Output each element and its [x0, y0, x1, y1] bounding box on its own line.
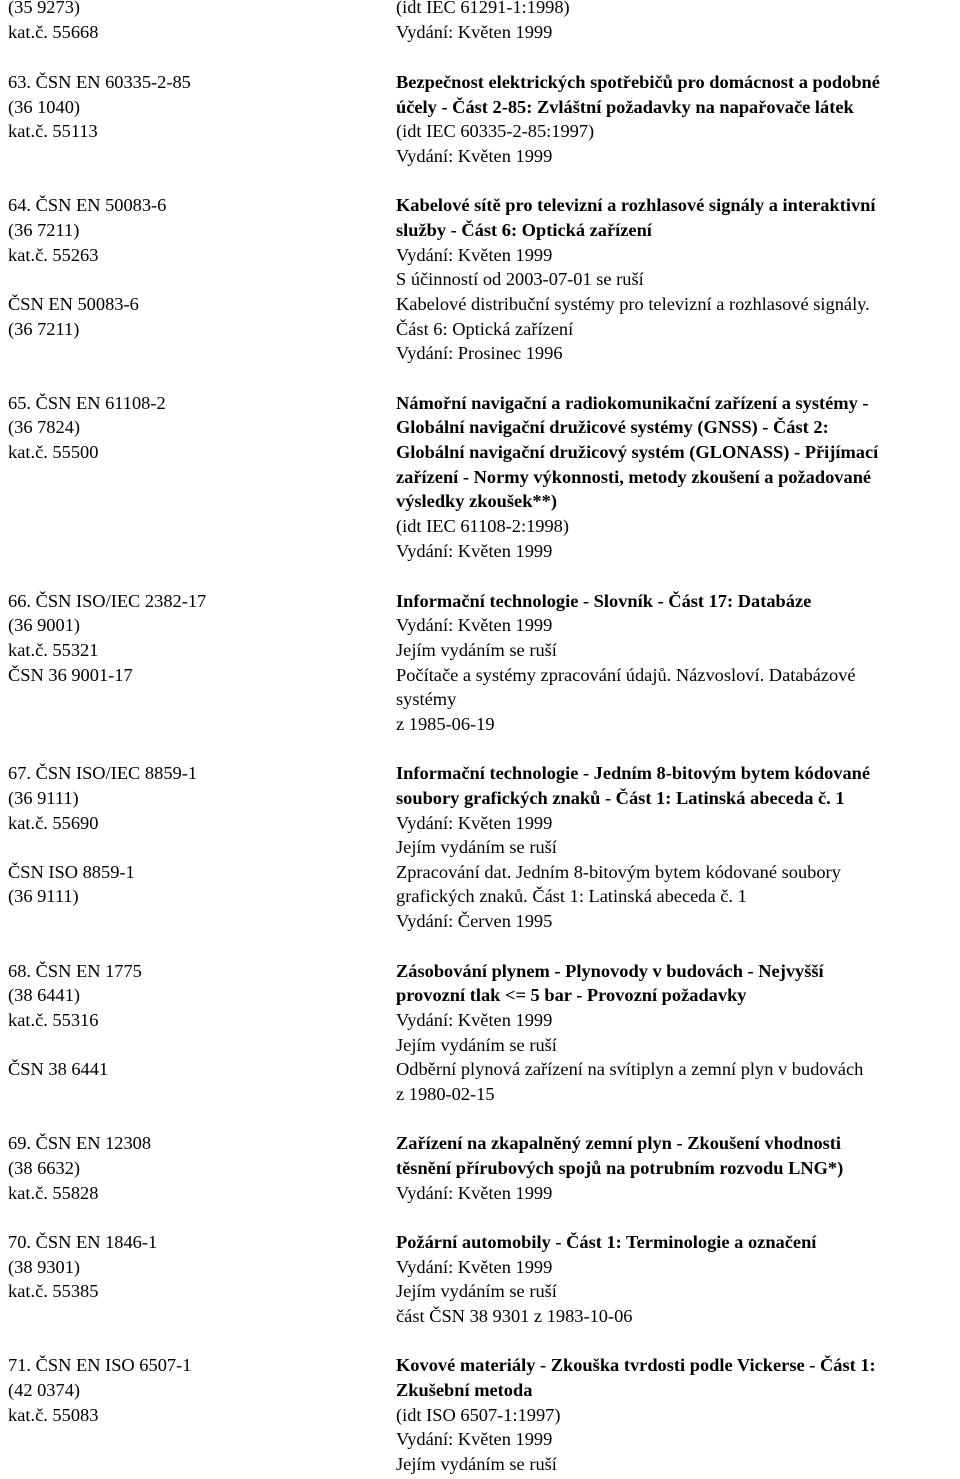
entry-64-title-2: služby - Část 6: Optická zařízení — [396, 220, 652, 240]
entry-67-info-1: Vydání: Květen 1999 — [396, 813, 553, 833]
entry-63-info-2: Vydání: Květen 1999 — [396, 146, 553, 166]
entry-64-old-code: (36 7211) — [8, 319, 80, 339]
entry-66-standard: 66. ČSN ISO/IEC 2382-17 — [8, 591, 207, 611]
entry-64-code: (36 7211) — [8, 220, 80, 240]
entry-71-title-2: Zkušební metoda — [396, 1380, 533, 1400]
entry-67-info-3: Zpracování dat. Jedním 8-bitovým bytem kódované soubory — [396, 862, 841, 882]
entry-67-title-2: soubory grafických znaků - Část 1: Latinská abeceda č. 1 — [396, 788, 845, 808]
entry-69-code: (38 6632) — [8, 1158, 81, 1178]
entry-66-old-standard: ČSN 36 9001-17 — [8, 665, 133, 685]
entry-68-standard: 68. ČSN EN 1775 — [8, 961, 142, 981]
entry-65-info-1: (idt IEC 61108-2:1998) — [396, 516, 569, 536]
entry-63-code: (36 1040) — [8, 97, 81, 117]
entry-69-info-1: Vydání: Květen 1999 — [396, 1183, 553, 1203]
entry-67-info-2: Jejím vydáním se ruší — [396, 837, 557, 857]
entry-63-title-2: účely - Část 2-85: Zvláštní požadavky na napařovače látek — [396, 97, 854, 117]
entry-70-info-2: Jejím vydáním se ruší — [396, 1281, 557, 1301]
entry-66-info-3: Počítače a systémy zpracování údajů. Názvosloví. Databázové — [396, 665, 856, 685]
entry-68-info-1: Vydání: Květen 1999 — [396, 1010, 553, 1030]
entry-68-info-3: Odběrní plynová zařízení na svítiplyn a zemní plyn v budovách — [396, 1059, 864, 1079]
entry-66-info-1: Vydání: Květen 1999 — [396, 615, 553, 635]
entry-70-catalog: kat.č. 55385 — [8, 1281, 99, 1301]
entry-70-code: (38 9301) — [8, 1257, 81, 1277]
top-left-line-1: (35 9273) — [8, 0, 81, 17]
top-left-line-2: kat.č. 55668 — [8, 22, 99, 42]
entry-71-title-1: Kovové materiály - Zkouška tvrdosti podle Vickerse - Část 1: — [396, 1355, 876, 1375]
entry-67-info-4: grafických znaků. Část 1: Latinská abeceda č. 1 — [396, 886, 747, 906]
entry-65-info-2: Vydání: Květen 1999 — [396, 541, 553, 561]
entry-65-title-3: Globální navigační družicový systém (GLONASS) - Přijímací — [396, 442, 879, 462]
entry-66-code: (36 9001) — [8, 615, 81, 635]
entry-71-standard: 71. ČSN EN ISO 6507-1 — [8, 1355, 192, 1375]
entry-67-code: (36 9111) — [8, 788, 79, 808]
entry-64-catalog: kat.č. 55263 — [8, 245, 99, 265]
entry-64-info-1: Vydání: Květen 1999 — [396, 245, 553, 265]
entry-65-standard: 65. ČSN EN 61108-2 — [8, 393, 166, 413]
top-right-line-1: (idt IEC 61291-1:1998) — [396, 0, 570, 17]
entry-66-info-5: z 1985-06-19 — [396, 714, 495, 734]
entry-68-catalog: kat.č. 55316 — [8, 1010, 99, 1030]
entry-71-code: (42 0374) — [8, 1380, 81, 1400]
entry-68-info-4: z 1980-02-15 — [396, 1084, 495, 1104]
entry-68-title-1: Zásobování plynem - Plynovody v budovách - Nejvyšší — [396, 961, 824, 981]
entry-67-info-5: Vydání: Červen 1995 — [396, 911, 553, 931]
entry-66-info-2: Jejím vydáním se ruší — [396, 640, 557, 660]
entry-64-info-4: Část 6: Optická zařízení — [396, 319, 574, 339]
entry-68-old-standard: ČSN 38 6441 — [8, 1059, 109, 1079]
entry-64-info-5: Vydání: Prosinec 1996 — [396, 343, 563, 363]
entry-67-old-code: (36 9111) — [8, 886, 79, 906]
entry-65-title-4: zařízení - Normy výkonnosti, metody zkoušení a požadované — [396, 467, 872, 487]
entry-69-catalog: kat.č. 55828 — [8, 1183, 99, 1203]
entry-63-info-1: (idt IEC 60335-2-85:1997) — [396, 121, 595, 141]
entry-66-title-1: Informační technologie - Slovník - Část 17: Databáze — [396, 591, 812, 611]
entry-70-standard: 70. ČSN EN 1846-1 — [8, 1232, 158, 1252]
entry-67-standard: 67. ČSN ISO/IEC 8859-1 — [8, 763, 198, 783]
entry-67-old-standard: ČSN ISO 8859-1 — [8, 862, 135, 882]
entry-71-info-2: Vydání: Květen 1999 — [396, 1429, 553, 1449]
entry-64-standard: 64. ČSN EN 50083-6 — [8, 195, 167, 215]
entry-67-title-1: Informační technologie - Jedním 8-bitovým bytem kódované — [396, 763, 871, 783]
entry-66-catalog: kat.č. 55321 — [8, 640, 99, 660]
top-right-line-2: Vydání: Květen 1999 — [396, 22, 553, 42]
entry-64-old-standard: ČSN EN 50083-6 — [8, 294, 139, 314]
entry-71-info-3: Jejím vydáním se ruší — [396, 1454, 557, 1474]
entry-65-catalog: kat.č. 55500 — [8, 442, 99, 462]
entry-71-info-1: (idt ISO 6507-1:1997) — [396, 1405, 561, 1425]
entry-65-title-5: výsledky zkoušek**) — [396, 491, 557, 511]
entry-65-title-1: Námořní navigační a radiokomunikační zařízení a systémy - — [396, 393, 869, 413]
entry-70-info-3: část ČSN 38 9301 z 1983-10-06 — [396, 1306, 633, 1326]
entry-70-title-1: Požární automobily - Část 1: Terminologie a označení — [396, 1232, 817, 1252]
entry-64-info-2: S účinností od 2003-07-01 se ruší — [396, 269, 644, 289]
entry-65-title-2: Globální navigační družicové systémy (GNSS) - Část 2: — [396, 417, 829, 437]
entry-63-catalog: kat.č. 55113 — [8, 121, 98, 141]
entry-66-info-4: systémy — [396, 689, 457, 709]
entry-68-code: (38 6441) — [8, 985, 81, 1005]
entry-70-info-1: Vydání: Květen 1999 — [396, 1257, 553, 1277]
entry-64-title-1: Kabelové sítě pro televizní a rozhlasové signály a interaktivní — [396, 195, 876, 215]
entry-68-title-2: provozní tlak <= 5 bar - Provozní požadavky — [396, 985, 747, 1005]
entry-71-catalog: kat.č. 55083 — [8, 1405, 99, 1425]
entry-69-standard: 69. ČSN EN 12308 — [8, 1133, 152, 1153]
entry-65-code: (36 7824) — [8, 417, 81, 437]
entry-64-info-3: Kabelové distribuční systémy pro televizní a rozhlasové signály. — [396, 294, 870, 314]
entry-69-title-2: těsnění přírubových spojů na potrubním rozvodu LNG*) — [396, 1158, 844, 1178]
entry-68-info-2: Jejím vydáním se ruší — [396, 1035, 557, 1055]
entry-67-catalog: kat.č. 55690 — [8, 813, 99, 833]
entry-63-title-1: Bezpečnost elektrických spotřebičů pro domácnost a podobné — [396, 72, 880, 92]
entry-63-standard: 63. ČSN EN 60335-2-85 — [8, 72, 191, 92]
entry-69-title-1: Zařízení na zkapalněný zemní plyn - Zkoušení vhodnosti — [396, 1133, 842, 1153]
